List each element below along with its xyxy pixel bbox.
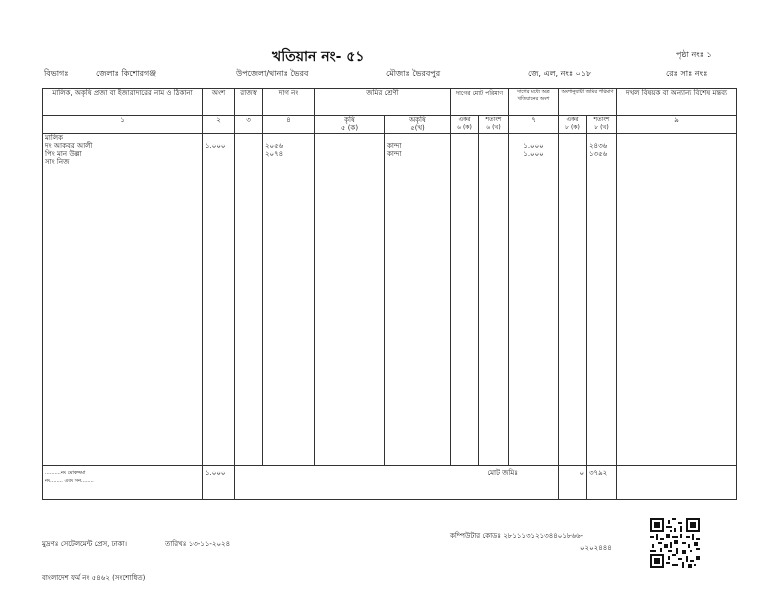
division-label: বিভাগঃ [44, 69, 69, 78]
mouza-label: মৌজাঃ ভৈরবপুর [386, 69, 441, 78]
col-num-1: ১ [43, 116, 203, 134]
page-number: পৃষ্ঠা নংঃ ১ [676, 50, 712, 59]
okrishi-label: অকৃষি [409, 116, 426, 124]
row-dag-share: ১.০০০ [523, 150, 544, 158]
col-owner: মালিক, অকৃষি প্রজা বা ইজারাদারের নাম ও ঠিকানা [43, 89, 203, 116]
col-dag: দাগ নং [263, 89, 315, 116]
dag-cell [263, 134, 315, 466]
okrishi-cell [385, 134, 451, 466]
owner-name: দং আকবর আলী [45, 142, 93, 150]
total-label: মোট জমিঃ [235, 466, 559, 500]
upazila-label: উপজেলা/থানাঃ ভৈরব [236, 69, 309, 78]
col-num-7: ৭ [509, 116, 559, 134]
row-share: ১.০০০ [205, 142, 226, 150]
district-label: জেলাঃ কিশোরগঞ্জ [96, 69, 157, 78]
total-remarks [617, 466, 737, 500]
owner-cell [43, 134, 203, 466]
col-share: অংশ [203, 89, 235, 116]
share-cell [203, 134, 235, 466]
khatian-table [42, 88, 737, 500]
col-shotangsho2 [587, 116, 617, 134]
acre-label: একর [458, 116, 471, 123]
col-acre [451, 116, 479, 134]
re-sa-number: রেঃ সাঃ নংঃ [666, 69, 708, 78]
col-land-portion: অংশানুযায়ী জমির পরিমাণ [559, 89, 617, 116]
col-num-4: ৪ [263, 116, 315, 134]
computer-code: কম্পিউটার কোডঃ ২৮১১১৩১২১৩৪৪০১৮৬৬- [450, 532, 584, 540]
shotangsho2-code: ৮ (খ) [594, 124, 609, 131]
col-revenue: রাজস্ব [235, 89, 263, 116]
okrishi-code: ৫(খ) [410, 124, 425, 132]
row-shotangsho: ১৩৫৬ [589, 150, 608, 158]
row-shotangsho: ২৪৩৬ [589, 142, 608, 150]
row-dag-share: ১.০০০ [523, 142, 544, 150]
krishi-code: ৫ (ক) [340, 124, 359, 132]
dag-share-cell [509, 134, 559, 466]
khatian-title: খতিয়ান নং- ৫১ [272, 49, 365, 65]
total-acre: ০ [559, 466, 587, 500]
acre-code: ৬ (ক) [457, 124, 472, 131]
owner-address: সাং নিজ [45, 158, 70, 166]
owner-father: পিং মান উল্লা [45, 150, 82, 158]
total-shotangsho: ৩৭৯২ [587, 466, 617, 500]
shotangsho-code: ৬ (খ) [486, 124, 501, 131]
shotangsho2-cell [587, 134, 617, 466]
table-row [43, 134, 737, 466]
acre2-label: একর [566, 116, 579, 123]
case-note-1: ..........নং মোকদ্দমা [45, 470, 86, 476]
col-acre2 [559, 116, 587, 134]
print-date: তারিখঃ ১৩-১১-২০২৪ [165, 540, 231, 548]
share-total: ১.০০০ [203, 466, 235, 500]
acre-cell [451, 134, 479, 466]
col-land-class: জমির শ্রেণী [315, 89, 451, 116]
shotangsho-label: শতাংশ [485, 116, 502, 123]
case-note-2: নং........ এবং সন........ [45, 478, 94, 484]
press-info: মুদ্রণঃ সেটেলমেন্ট প্রেস, ঢাকা। [42, 540, 128, 548]
col-shotangsho [479, 116, 509, 134]
col-remarks: দখল বিষয়ক বা অন্যান্য বিশেষ মন্তব্য [617, 89, 737, 116]
krishi-cell [315, 134, 385, 466]
qr-code-icon [650, 518, 700, 568]
col-dag-share: দাগের মধ্যে অত্র খতিয়ানের অংশ [509, 89, 559, 116]
col-num-3: ৩ [235, 116, 263, 134]
remarks-cell [617, 134, 737, 466]
acre2-cell [559, 134, 587, 466]
row-dag: ২০৫৬ [265, 142, 284, 150]
form-number: বাংলাদেশ ফর্ম নং ৫৪৬২ (সংশোধিত) [42, 574, 146, 582]
col-dag-total: দাগের মোট পরিমাণ [451, 89, 509, 116]
row-class: কান্দা [387, 142, 402, 150]
jl-number: জে, এল, নংঃ ০১৮ [528, 69, 592, 78]
row-dag: ২০৭৪ [265, 150, 284, 158]
revenue-cell [235, 134, 263, 466]
col-num-2: ২ [203, 116, 235, 134]
krishi-label: কৃষি [344, 116, 355, 124]
computer-code-cont: ০২০২৪৪৪ [580, 544, 612, 552]
total-row [43, 466, 737, 500]
shotangsho2-label: শতাংশ [593, 116, 610, 123]
col-okrishi [385, 116, 451, 134]
shotangsho-cell [479, 134, 509, 466]
owner-label: মালিক [45, 134, 64, 142]
col-krishi [315, 116, 385, 134]
case-note-cell [43, 466, 203, 500]
acre2-code: ৮ (ক) [565, 124, 580, 131]
row-class: কান্দা [387, 150, 402, 158]
col-num-9: ৯ [617, 116, 737, 134]
